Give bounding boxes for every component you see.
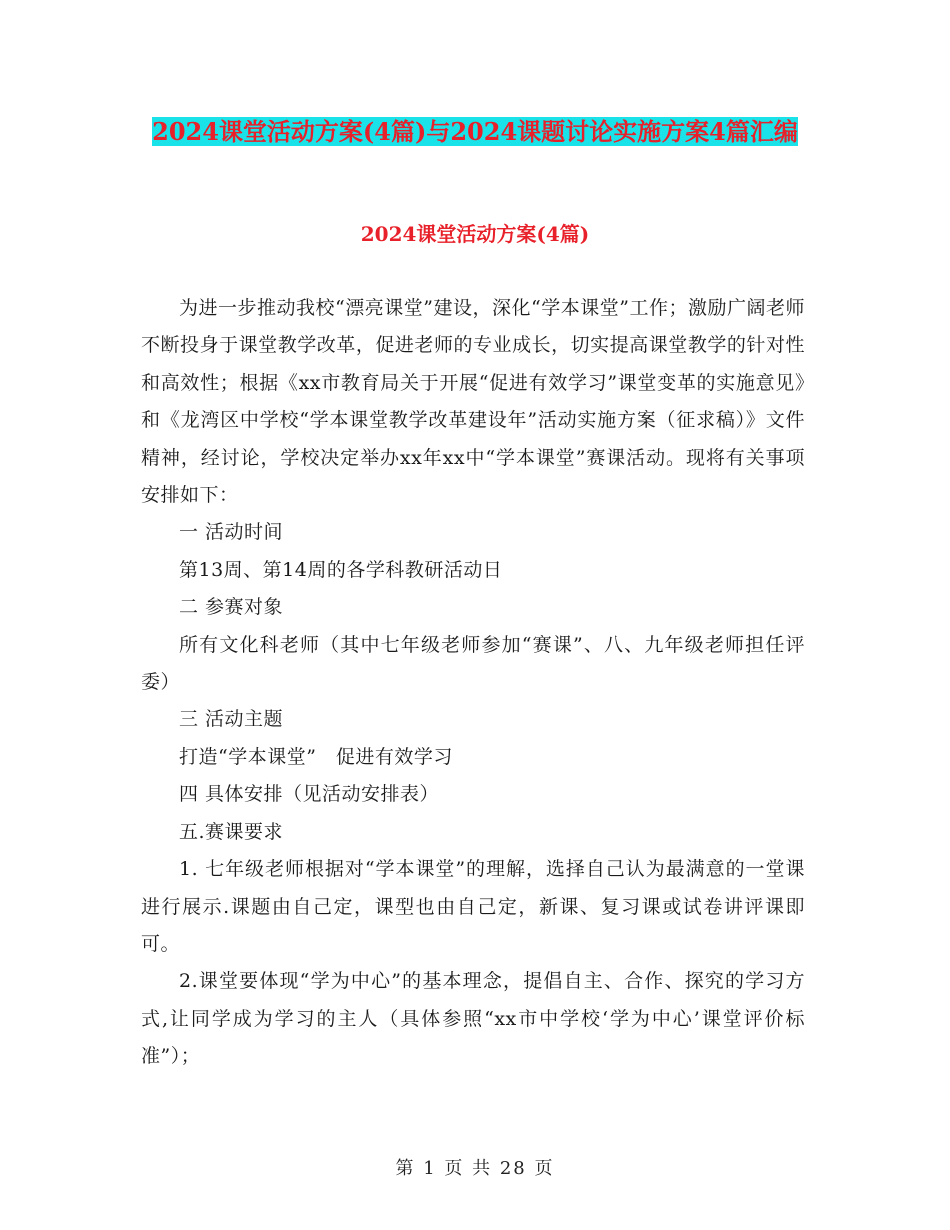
- intro-paragraph: 为进一步推动我校“漂亮课堂”建设，深化“学本课堂”工作；激励广阔老师不断投身于课堂教学改革，促进老师的专业成长，切实提高课堂教学的针对性和高效性；根据《xx市教育局关于开展“促进有效学习”课堂变革的实施意见》和《龙湾区中学校“学本课堂教学改革建设年”活动实施方案（征求稿）》文件精神，经讨论，学校决定举办xx年xx中“学本课堂”赛课活动。现将有关事项安排如下：: [141, 297, 805, 507]
- section-heading-time: 一 活动时间: [179, 521, 284, 544]
- page-footer: 第 1 页 共 28 页: [395, 1158, 555, 1179]
- section-heading-theme: 三 活动主题: [179, 708, 284, 731]
- requirement-item-1: 1. 七年级老师根据对“学本课堂”的理解，选择自己认为最满意的一堂课进行展示.课题由自己定，课型也由自己定，新课、复习课或试卷讲评课即可。: [141, 858, 805, 955]
- document-title-block: [140, 110, 810, 154]
- section-heading-participants: 二 参赛对象: [179, 596, 284, 619]
- section-heading-arrangement: 四 具体安排（见活动安排表）: [179, 783, 440, 806]
- theme-detail: 打造“学本课堂” 促进有效学习: [179, 745, 453, 768]
- document-title: 2024课堂活动方案(4篇)与2024课题讨论实施方案4篇汇编: [152, 117, 798, 146]
- section-heading-requirements: 五.赛课要求: [179, 820, 284, 843]
- document-body: [141, 290, 805, 1076]
- section-subtitle: 2024课堂活动方案(4篇): [360, 222, 590, 246]
- participants-detail: 所有文化科老师（其中七年级老师参加“赛课”、八、九年级老师担任评委）: [141, 633, 805, 694]
- requirement-item-2: 2.课堂要体现“学为中心”的基本理念，提倡自主、合作、探究的学习方式,让同学成为学习的主人（具体参照“xx市中学校‘学为中心’课堂评价标准”）；: [141, 970, 805, 1068]
- time-detail: 第13周、第14周的各学科教研活动日: [179, 558, 503, 581]
